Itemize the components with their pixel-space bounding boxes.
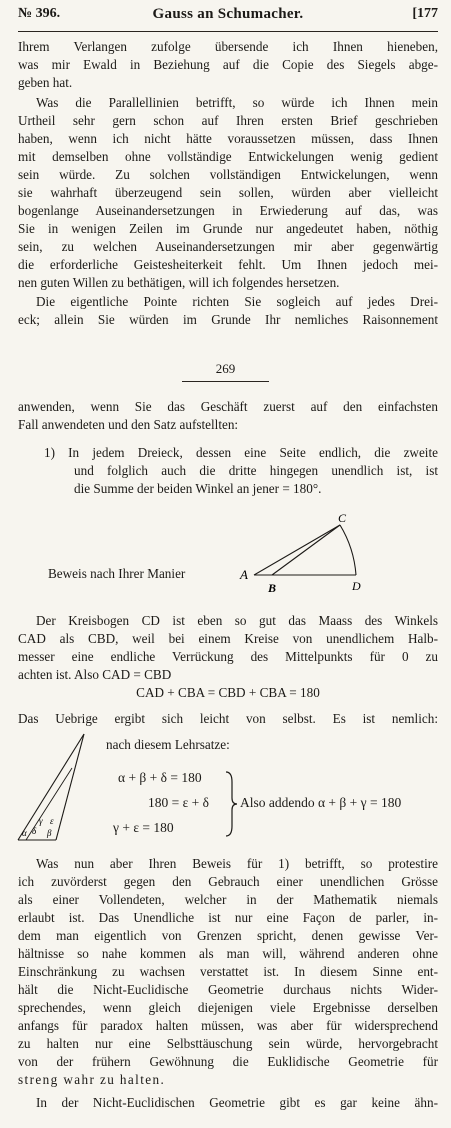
text-line: Fall anwendeten und den Satz aufstellten: — [18, 417, 239, 432]
label-delta: δ — [32, 826, 37, 836]
label-beta: β — [47, 828, 52, 838]
text-line: eck; allein Sie würden im Grunde Ihr nemliches Raisonnement — [18, 312, 438, 327]
running-header — [18, 6, 438, 30]
text-line: Ihrem Verlangen zufolge übersende ich Ihnen hieneben, — [18, 39, 438, 54]
text-line: sein, zu welchen Auseinandersetzungen mir aber gegenwärtig — [18, 239, 438, 254]
label-B: B — [268, 581, 277, 595]
text-line: hältnisse so nahe kommen als man will, während anderen ohne — [18, 946, 438, 961]
equation-1: α + β + δ = 180 — [118, 770, 202, 785]
text-line: Sie in wenigen Zeilen im Grunde nur angedeutet haben, nöthig — [18, 221, 438, 236]
text-line: Was nun aber Ihren Beweis für 1) betrifft, so protestire — [36, 856, 438, 871]
text-line: dem man eigentlich von Grenzen spricht, denen gewisse Ver- — [18, 928, 438, 943]
equation-result: Also addendo α + β + γ = 180 — [240, 795, 402, 810]
text-line: geben hat. — [18, 75, 73, 90]
text-line: bogenlange Auseinandersetzungen in Erwiederung auf das, was — [18, 203, 438, 218]
text-line: nen guten Willen zu bethätigen, will ich folgendes hersetzen. — [18, 275, 340, 290]
label-epsilon: ε — [50, 816, 54, 826]
text-line: Urtheil sehr gern schon auf Ihren ersten Brief geschrieben — [18, 113, 438, 128]
letter-number: № 396. — [18, 6, 61, 21]
line-AC — [254, 525, 340, 575]
label-D: D — [352, 579, 361, 593]
header-rule — [18, 31, 438, 32]
theorem-line: und folglich auch die dritte hingegen unendlich ist, ist — [74, 463, 438, 478]
equation: CAD + CBA = CBD + CBA = 180 — [136, 685, 320, 700]
text-line: erlaubt ist. Das Unendliche ist nur eine Façon de parler, in- — [18, 910, 438, 925]
triangle-figure — [236, 508, 366, 598]
label-alpha: α — [22, 828, 27, 838]
angle-figure — [14, 728, 94, 848]
page-title: Gauss an Schumacher. — [152, 6, 304, 22]
page-number: 269 — [215, 361, 236, 376]
text-line: hält die Nicht-Euclidische Geometrie durchaus nichts Wider- — [18, 982, 438, 997]
arc-CD — [340, 525, 356, 575]
text-line: Was die Parallellinien betrifft, so würde ich Ihnen mein — [36, 95, 438, 110]
text-line: Die eigentliche Pointe richten Sie sogleich auf jedes Drei- — [36, 294, 438, 309]
text-line: mit demselben ohne vollständige Entwickelungen wenig gedient — [18, 149, 438, 164]
figure-caption: Beweis nach Ihrer Manier — [48, 566, 186, 581]
text-line: ich zuvörderst gegen den Gebrauch einer unendlichen Grösse — [18, 874, 438, 889]
equation-2: 180 = ε + δ — [148, 795, 210, 810]
text-line: als einer Vollendeten, welcher in der Mathematik niemals — [18, 892, 438, 907]
text-line: sprechendes, wenn gleich diejenigen viele Ergebnisse derselben — [18, 1000, 438, 1015]
text-line: haben, wenn ich nicht hätte voraussetzen müssen, dass Ihnen — [18, 131, 438, 146]
label-gamma: γ — [39, 816, 43, 826]
theorem-line: 1) In jedem Dreieck, dessen eine Seite endlich, die zweite — [44, 445, 438, 460]
text-line: anfangs für paradox halten müssen, was aber für widersprechend — [18, 1018, 438, 1033]
text-line: anwenden, wenn Sie das Geschäft zuerst auf den einfachsten — [18, 399, 438, 414]
text-line: Einschränkung zu wachsen verstattet ist. In diesem Sinne ent- — [18, 964, 438, 979]
text-line: streng wahr zu halten. — [18, 1072, 166, 1087]
text-line: Der Kreisbogen CD ist eben so gut das Maass des Winkels — [36, 613, 438, 628]
line-BC — [272, 525, 340, 575]
text-line: von der frühern Gewöhnung die Euklidische Geometrie für — [18, 1054, 438, 1069]
brace — [224, 770, 238, 838]
text-line: zu halten nur eine Selbsttäuschung sein würde, hervorgebracht — [18, 1036, 438, 1051]
label-C: C — [338, 511, 347, 525]
text-line: die erforderliche Geistesheiterkeit fehlt. Um Ihnen jedoch mei- — [18, 257, 438, 272]
page-number-header: [177 — [412, 6, 438, 21]
equation-3: γ + ε = 180 — [113, 820, 174, 835]
text-line: Das Uebrige ergibt sich leicht von selbst. Es ist nemlich: — [18, 711, 438, 726]
theorem-line: die Summe der beiden Winkel an jener = 180°. — [74, 481, 322, 496]
text-line: sie wahrhaft überzeugend sein sollen, würden aber vielleicht — [18, 185, 438, 200]
text-line: In der Nicht-Euclidischen Geometrie gibt es gar keine ähn- — [36, 1095, 438, 1110]
text-line: achten ist. Also CAD = CBD — [18, 667, 172, 682]
text-line: sein würde. Zu solchen vollständigen Entwickelungen, wenn — [18, 167, 438, 182]
text-line: CAD als CBD, weil bei einem Kreise von unendlichem Halb- — [18, 631, 438, 646]
text-line: nach diesem Lehrsatze: — [106, 737, 230, 752]
text-line: was mir Ewald in Beziehung auf die Copie des Siegels abge- — [18, 57, 438, 72]
text-line: messer eine endliche Verrückung des Mittelpunkts für 0 zu — [18, 649, 438, 664]
page-number-rule — [182, 381, 269, 382]
label-A: A — [240, 567, 248, 582]
